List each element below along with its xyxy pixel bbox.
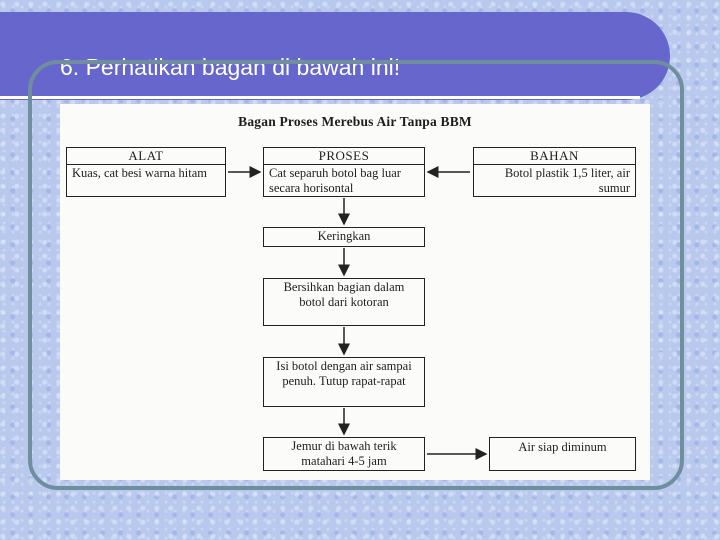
output-text: Air siap diminum <box>518 440 607 454</box>
diagram-arrows <box>60 104 650 480</box>
step-jemur-text: Jemur di bawah terik matahari 4-5 jam <box>291 439 397 468</box>
alat-header: ALAT <box>67 148 225 165</box>
alat-text: Kuas, cat besi warna hitam <box>72 166 208 180</box>
step-keringkan-text: Keringkan <box>317 229 371 243</box>
diagram-title: Bagan Proses Merebus Air Tanpa BBM <box>238 114 472 129</box>
slide-title: 6. Perhatikan bagan di bawah ini! <box>60 54 401 80</box>
proses-text: Cat separuh botol bag luar secara horisontal <box>269 166 401 195</box>
diagram-image <box>60 104 650 480</box>
proses-header: PROSES <box>264 148 424 165</box>
bahan-header: BAHAN <box>474 148 635 165</box>
bahan-text: Botol plastik 1,5 liter, air sumur <box>504 166 630 195</box>
step-isi-botol-text: Isi botol dengan air sampai penuh. Tutup rapat-rapat <box>276 359 412 388</box>
step-bersihkan-text: Bersihkan bagian dalam botol dari kotoran <box>283 280 405 309</box>
